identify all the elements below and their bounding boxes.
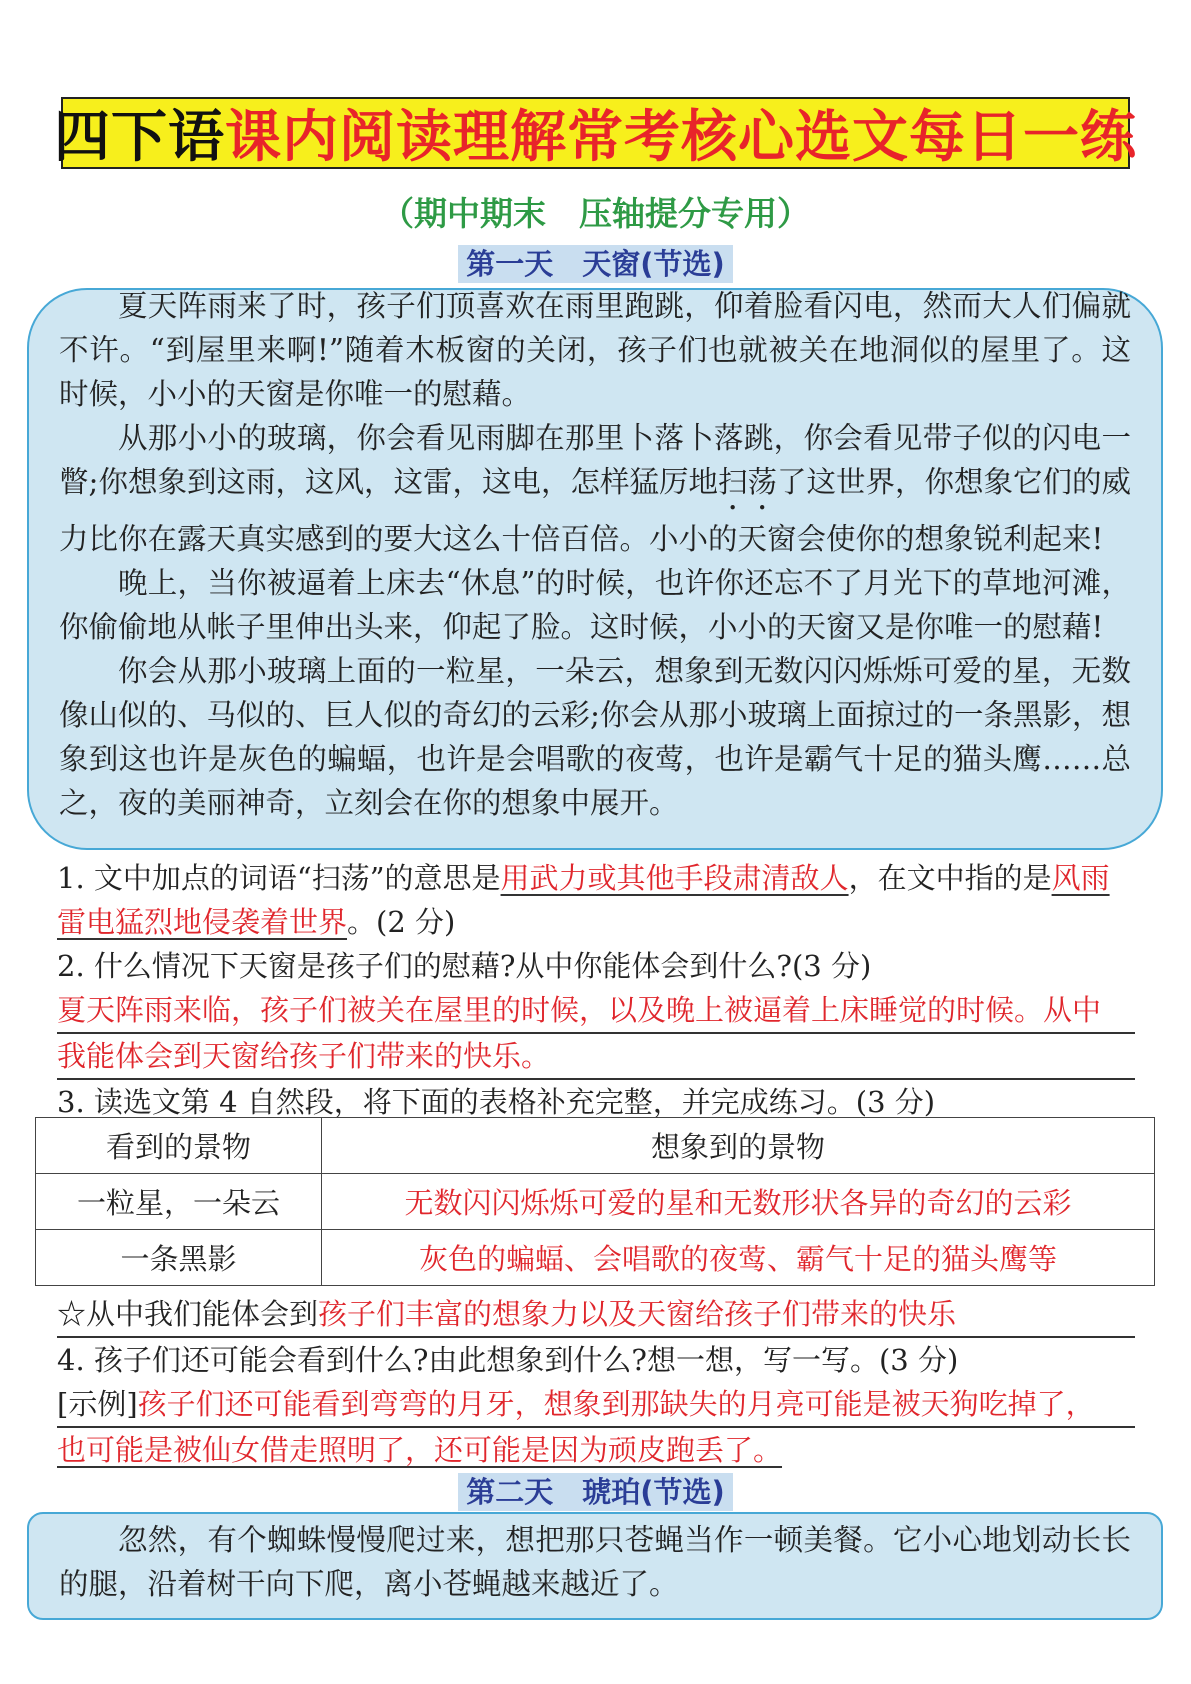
- text: 了这世界，你想象它们的威力比你在露天真实感到的要大这么十倍百倍。小小的天窗会使你的想象锐利起来!: [59, 465, 1131, 556]
- passage-box-2: [27, 1512, 1163, 1620]
- question-4: 4. 孩子们还可能会看到什么?由此想象到什么?想一想，写一写。(3 分): [57, 1343, 959, 1377]
- answer-table: [35, 1117, 1155, 1286]
- q1-answer-2: 风雨雷电猛烈地侵袭着世界: [57, 861, 1110, 939]
- q1-text: 1. 文中加点的词语“扫荡”的意思是: [57, 861, 501, 895]
- q4-answer-line: [57, 1428, 1135, 1472]
- q1-answer-1: 用武力或其他手段肃清敌人: [500, 861, 849, 895]
- day1-heading-text: 第一天 天窗(节选): [458, 245, 733, 283]
- example-label: [示例]: [57, 1387, 138, 1421]
- table-header: 看到的景物: [36, 1118, 322, 1174]
- title-grade: 四下语: [54, 105, 225, 170]
- table-cell: 一粒星，一朵云: [36, 1174, 322, 1230]
- passage-paragraph: [59, 416, 1131, 561]
- question-2: 2. 什么情况下天窗是孩子们的慰藉?从中你能体会到什么?(3 分): [57, 949, 872, 983]
- star-answer: 孩子们丰富的想象力以及天窗给孩子们带来的快乐: [318, 1297, 957, 1331]
- text: 从那小小的玻璃，你会看见雨脚在那里卜落卜落跳，你会看见带子似的闪电一瞥;你想象到这雨，这风，这雷，这电，怎样猛厉地: [59, 421, 1131, 499]
- q3-star-line: [57, 1292, 1135, 1338]
- title-main: 课内阅读理解常考核心选文每日一练: [225, 105, 1137, 170]
- q1-score: 。(2 分): [347, 905, 456, 939]
- table-cell: 无数闪闪烁烁可爱的星和无数形状各异的奇幻的云彩: [322, 1174, 1155, 1230]
- passage-paragraph: 晚上，当你被逼着上床去“休息”的时候，也许你还忘不了月光下的草地河滩，你偷偷地从帐子里伸出头来，仰起了脸。这时候，小小的天窗又是你唯一的慰藉!: [59, 566, 1131, 644]
- table-cell: 一条黑影: [36, 1230, 322, 1286]
- passage-paragraph: 夏天阵雨来了时，孩子们顶喜欢在雨里跑跳，仰着脸看闪电，然而大人们偏就不许。“到屋里来啊!”随着木板窗的关闭，孩子们也就被关在地洞似的屋里了。这时候，小小的天窗是你唯一的慰藉。: [59, 289, 1131, 411]
- question-3: 3. 读选文第 4 自然段，将下面的表格补充完整，并完成练习。(3 分): [57, 1085, 936, 1119]
- table-row: [36, 1174, 1155, 1230]
- day1-heading: [0, 242, 1191, 283]
- page-title: [54, 97, 1137, 170]
- subtitle: （期中期末 压轴提分专用）: [381, 194, 810, 233]
- day2-heading-text: 第二天 琥珀(节选): [458, 1473, 733, 1511]
- dotted-word: 扫荡: [717, 465, 777, 499]
- table-cell: 灰色的蝙蝠、会唱歌的夜莺、霸气十足的猫头鹰等: [322, 1230, 1155, 1286]
- table-row: [36, 1230, 1155, 1286]
- questions: [57, 856, 1135, 1124]
- passage-paragraph: 忽然，有个蜘蛛慢慢爬过来，想把那只苍蝇当作一顿美餐。它小心地划动长长的腿，沿着树干向下爬，离小苍蝇越来越近了。: [59, 1523, 1131, 1601]
- passage-paragraph: 你会从那小玻璃上面的一粒星，一朵云，想象到无数闪闪烁烁可爱的星，无数像山似的、马似的、巨人似的奇幻的云彩;你会从那小玻璃上面掠过的一条黑影，想象到这也许是灰色的蝙蝠，也许是会唱歌的夜莺，也许是霸气十足的猫头鹰……总之，夜的美丽神奇，立刻会在你的想象中展开。: [59, 654, 1131, 820]
- day2-heading: [0, 1470, 1191, 1511]
- q2-answer-line: 我能体会到天窗给孩子们带来的快乐。: [57, 1034, 1135, 1080]
- q4-answer-line: [57, 1382, 1135, 1428]
- question-1: [57, 856, 1135, 944]
- q2-answer-line: 夏天阵雨来临，孩子们被关在屋里的时候，以及晚上被逼着上床睡觉的时候。从中: [57, 988, 1135, 1034]
- star-prefix: ☆从中我们能体会到: [57, 1297, 319, 1331]
- questions-continued: [57, 1292, 1135, 1472]
- q4-answer: 孩子们还可能看到弯弯的月牙，想象到那缺失的月亮可能是被天狗吃掉了，: [137, 1387, 1095, 1421]
- table-header: 想象到的景物: [322, 1118, 1155, 1174]
- passage-box: [27, 288, 1163, 850]
- q4-answer: 也可能是被仙女借走照明了，还可能是因为顽皮跑丢了。: [57, 1433, 783, 1467]
- q1-text: ，在文中指的是: [848, 861, 1052, 895]
